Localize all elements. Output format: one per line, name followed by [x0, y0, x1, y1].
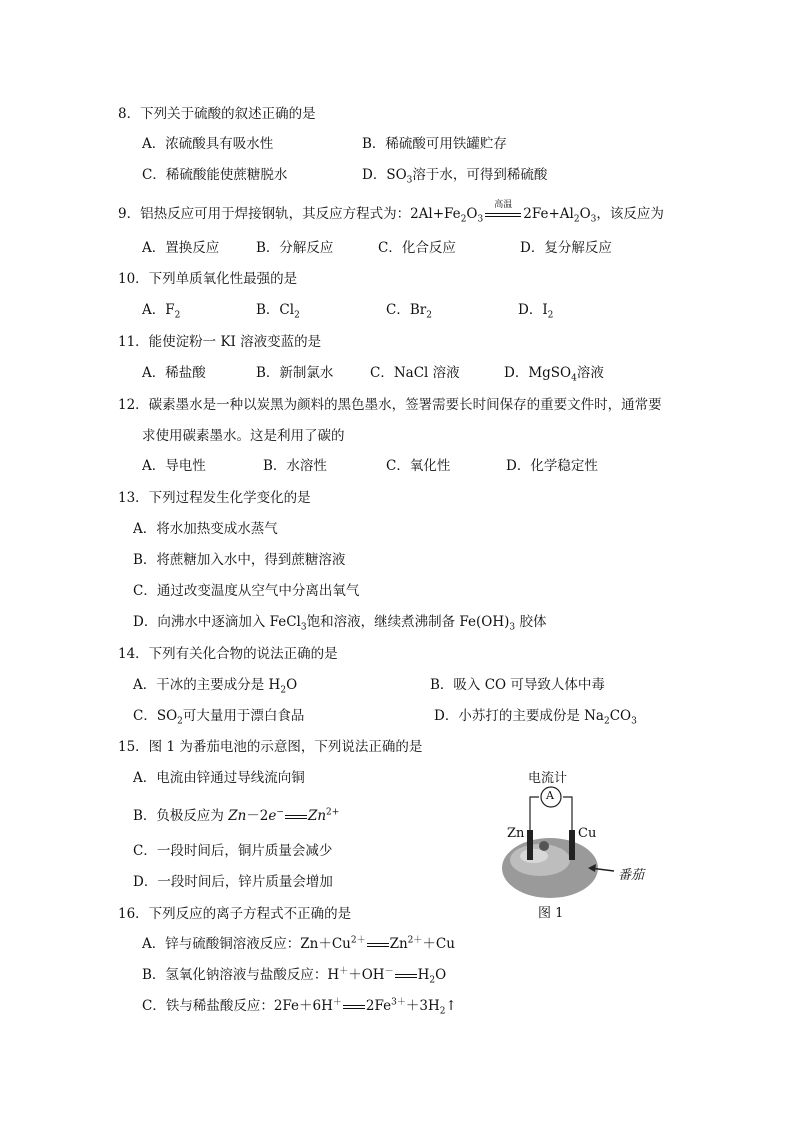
- q8-option-c: C．稀硫酸能使蔗糖脱水: [142, 167, 288, 183]
- q15-option-d: D．一段时间后，锌片质量会增加: [133, 874, 333, 890]
- q15-option-a: A．电流由锌通过导线流向铜: [133, 770, 305, 786]
- q12-option-a: A．导电性: [142, 458, 206, 474]
- copper-electrode: [569, 830, 575, 860]
- q10-option-d: D．$I_2$: [518, 302, 554, 321]
- q16-option-c: C．铁与稀盐酸反应：2Fe＋6H＋ $2Fe^{3+}+3H_2↑$: [142, 997, 457, 1017]
- q16-option-b: B．氢氧化钠溶液与盐酸反应：H＋＋OH－ $H_2O$: [142, 966, 447, 986]
- q12-option-d: D．化学稳定性: [506, 458, 598, 474]
- q12-option-b: B．水溶性: [263, 458, 327, 474]
- q13-option-a: A．将水加热变成水蒸气: [133, 521, 278, 537]
- q8-stem: 8．下列关于硫酸的叙述正确的是: [118, 106, 316, 122]
- q11-option-a: A．稀盐酸: [142, 365, 206, 381]
- cu-label: Cu: [578, 826, 597, 841]
- q12-stem-line2: 求使用碳素墨水。这是利用了碳的: [142, 428, 345, 444]
- q9-option-a: A．置换反应: [142, 240, 220, 256]
- q13-option-c: C．通过改变温度从空气中分离出氧气: [133, 583, 360, 599]
- wire-left: [530, 797, 539, 834]
- q14-option-d: D．小苏打的主要成份是 $Na_2CO_3$: [434, 708, 637, 727]
- ammeter-label: 电流计: [528, 771, 568, 786]
- q9-option-d: D．复分解反应: [520, 240, 612, 256]
- tomato-battery-figure: [492, 764, 662, 924]
- q13-option-b: B．将蔗糖加入水中，得到蔗糖溶液: [133, 552, 346, 568]
- q11-option-b: B．新制氯水: [256, 365, 334, 381]
- q11-option-c: C．NaCl 溶液: [370, 365, 460, 381]
- q12-stem-line1: 12．碳素墨水是一种以炭黑为颜料的黑色墨水，签署需要长时间保存的重要文件时，通常要: [118, 397, 662, 413]
- reaction-condition-arrow: 高温: [483, 205, 523, 223]
- q9-stem: 9．铝热反应可用于焊接钢轨，其反应方程式为：$2Al+Fe_2O_3$ 高温 $2Fe+Al_2O_3$，该反应为: [118, 200, 664, 225]
- q14-stem: 14．下列有关化合物的说法正确的是: [118, 646, 338, 662]
- q14-option-b: B．吸入 CO 可导致人体中毒: [430, 677, 605, 693]
- q10-stem: 10．下列单质氧化性最强的是: [118, 271, 298, 287]
- tomato-label: 番茄: [618, 868, 645, 883]
- q10-option-c: C．$Br_2$: [386, 302, 432, 321]
- zn-label: Zn: [507, 826, 525, 841]
- q16-option-a: A．锌与硫酸铜溶液反应：$Zn+Cu^{2+}$ $Zn^{2+}+Cu$: [142, 935, 455, 952]
- q8-option-a: A．浓硫酸具有吸水性: [142, 136, 274, 152]
- q9-option-c: C．化合反应: [378, 240, 456, 256]
- q10-option-b: B．$Cl_2$: [256, 302, 300, 321]
- tomato-battery-diagram: [492, 764, 662, 924]
- q9-option-b: B．分解反应: [256, 240, 334, 256]
- equals-sign: [285, 815, 307, 819]
- wire-right: [563, 797, 572, 834]
- q16-stem: 16．下列反应的离子方程式不正确的是: [118, 906, 352, 922]
- q15-option-b: B．负极反应为 Zn－2e− $Zn^{2+}$: [133, 807, 340, 824]
- q14-option-a: A．干冰的主要成分是 $H_2O$: [133, 677, 298, 696]
- ammeter-symbol: A: [546, 789, 554, 802]
- q13-option-d: D．向沸水中逐滴加入 FeCl$_3$饱和溶液，继续煮沸制备 $Fe(OH)_3$ 胶体: [133, 614, 547, 633]
- q8-option-d: D．$SO_3$溶于水，可得到稀硫酸: [362, 167, 548, 186]
- q15-stem: 15．图 1 为番茄电池的示意图，下列说法正确的是: [118, 739, 423, 755]
- q12-option-c: C．氧化性: [386, 458, 451, 474]
- q11-option-d: D．MgSO$_4$溶液: [504, 365, 604, 384]
- q15-option-c: C．一段时间后，铜片质量会减少: [133, 843, 333, 859]
- q10-option-a: A．$F_2$: [142, 302, 181, 321]
- q8-option-b: B．稀硫酸可用铁罐贮存: [362, 136, 507, 152]
- zinc-electrode: [527, 830, 533, 860]
- q11-stem: 11．能使淀粉一 KI 溶液变蓝的是: [118, 334, 322, 350]
- q13-stem: 13．下列过程发生化学变化的是: [118, 490, 311, 506]
- q14-option-c: C．$SO_2$可大量用于漂白食品: [133, 708, 305, 727]
- tomato-stem: [539, 841, 549, 851]
- figure-caption: 图 1: [538, 906, 564, 921]
